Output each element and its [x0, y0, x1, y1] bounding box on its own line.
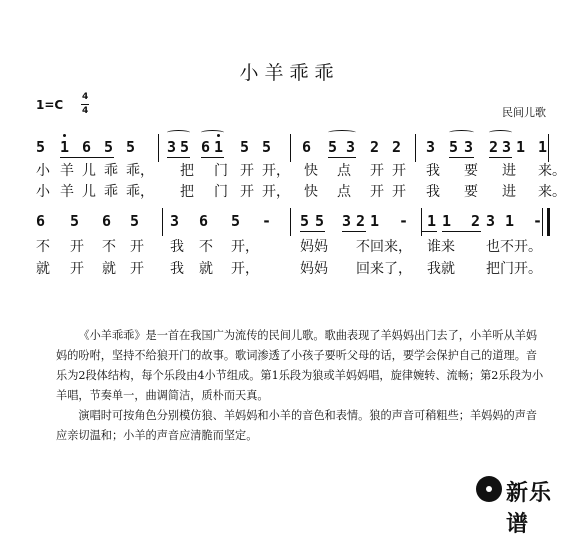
note: 3	[167, 138, 177, 156]
eighth-underline	[328, 157, 356, 158]
lyric-syllable: 开，	[231, 261, 259, 277]
note: 3	[464, 138, 474, 156]
key-signature: 1=C	[36, 98, 64, 112]
lyric-syllable: 开	[392, 163, 406, 179]
lyric-syllable: 开	[370, 163, 384, 179]
octave-dot	[63, 134, 66, 137]
time-signature-denominator: 4	[82, 106, 89, 116]
barline	[415, 134, 416, 162]
note: 5	[262, 138, 272, 156]
final-barline-thin	[542, 208, 543, 236]
note: 3	[346, 138, 356, 156]
site-logo	[476, 474, 572, 537]
eighth-underline	[167, 157, 190, 158]
note: 5	[328, 138, 338, 156]
song-description	[56, 326, 546, 446]
lyric-syllable: 门	[214, 184, 228, 200]
song-title: 小羊乖乖	[239, 62, 340, 84]
note: 2	[370, 138, 380, 156]
lyric-syllable: 回来了，	[356, 261, 412, 277]
lyric-syllable: 小	[36, 184, 50, 200]
eighth-underline	[421, 231, 437, 232]
lyric-syllable: 开，	[231, 239, 259, 255]
lyric-syllable: 儿	[82, 184, 96, 200]
slur	[449, 130, 474, 135]
note: 2	[471, 212, 481, 230]
lyric-syllable: 开	[130, 261, 144, 277]
lyric-syllable: 我	[170, 261, 184, 277]
lyric-syllable: 把	[180, 163, 194, 179]
lyric-syllable: 小	[36, 163, 50, 179]
barline	[162, 208, 163, 236]
lyric-syllable: 不	[36, 239, 50, 255]
lyric-syllable: 儿	[82, 163, 96, 179]
note: 6	[82, 138, 92, 156]
lyric-syllable: 开	[370, 184, 384, 200]
slur	[489, 130, 512, 135]
lyric-syllable: 乖，	[126, 163, 154, 179]
lyric-syllable: 就	[199, 261, 213, 277]
lyric-syllable: 来。	[538, 163, 566, 179]
note: 1	[427, 212, 437, 230]
lyric-syllable: 不	[102, 239, 116, 255]
slur	[201, 130, 224, 135]
note: 5	[240, 138, 250, 156]
note: 6	[36, 212, 46, 230]
note-dash: -	[262, 212, 272, 230]
lyric-syllable: 进	[502, 184, 516, 200]
lyric-syllable: 进	[502, 163, 516, 179]
lyric-syllable: 快	[304, 163, 318, 179]
lyric-syllable: 要	[464, 184, 478, 200]
lyric-syllable: 妈妈	[300, 239, 328, 255]
description-paragraph-1: 《小羊乖乖》是一首在我国广为流传的民间儿歌。歌曲表现了羊妈妈出门去了，小羊听从羊妈妈的吩咐，坚持不给狼开门的故事。歌词渗透了小孩子要听父母的话，要学会保护自己的道理。音乐为2段体结构，每个乐段由4小节组成。第1乐段为狼或羊妈妈唱，旋律婉转、流畅；第2乐段为小羊唱，节奏单一，曲调简洁，质朴而天真。	[56, 329, 544, 402]
lyric-syllable: 我	[426, 163, 440, 179]
note: 3	[426, 138, 436, 156]
note: 1	[214, 138, 224, 156]
lyric-line-1-verse-1	[0, 160, 579, 178]
note: 6	[102, 212, 112, 230]
lyric-syllable: 点	[337, 163, 351, 179]
note: 5	[104, 138, 114, 156]
lyric-syllable: 门	[214, 163, 228, 179]
time-signature-numerator: 4	[82, 92, 89, 102]
barline	[548, 134, 549, 162]
lyric-syllable: 要	[464, 163, 478, 179]
lyric-syllable: 开	[240, 184, 254, 200]
note: 2	[489, 138, 499, 156]
barline	[158, 134, 159, 162]
note: 5	[300, 212, 310, 230]
lyric-syllable: 乖	[104, 163, 118, 179]
lyric-syllable: 点	[337, 184, 351, 200]
note: 5	[449, 138, 459, 156]
note: 5	[180, 138, 190, 156]
note: 1	[370, 212, 380, 230]
note: 2	[392, 138, 402, 156]
notation-line-1	[0, 138, 579, 158]
lyric-syllable: 我就	[427, 261, 455, 277]
note: 3	[170, 212, 180, 230]
lyric-syllable: 快	[304, 184, 318, 200]
lyric-syllable: 来。	[538, 184, 566, 200]
eighth-underline	[201, 157, 224, 158]
eighth-underline	[449, 157, 474, 158]
note: 5	[70, 212, 80, 230]
genre-label: 民间儿歌	[502, 106, 546, 119]
lyric-syllable: 开	[130, 239, 144, 255]
eighth-underline	[60, 157, 114, 158]
record-disc-icon	[476, 476, 502, 502]
lyric-syllable: 不回来，	[356, 239, 412, 255]
lyric-syllable: 羊	[60, 163, 74, 179]
note: 3	[342, 212, 352, 230]
lyric-syllable: 我	[426, 184, 440, 200]
note: 5	[130, 212, 140, 230]
lyric-syllable: 开	[70, 239, 84, 255]
slur	[328, 130, 356, 135]
lyric-syllable: 不	[199, 239, 213, 255]
lyric-syllable: 开	[392, 184, 406, 200]
note: 3	[502, 138, 512, 156]
lyric-syllable: 开，	[262, 184, 290, 200]
notation-line-2	[0, 212, 579, 232]
note: 1	[505, 212, 515, 230]
eighth-underline	[300, 231, 325, 232]
note: 5	[231, 212, 241, 230]
description-paragraph-2: 演唱时可按角色分别模仿狼、羊妈妈和小羊的音色和表情。狼的声音可稍粗些；羊妈妈的声音应亲切温和；小羊的声音应清脆而坚定。	[56, 409, 538, 442]
lyric-line-2-verse-1	[0, 236, 579, 254]
lyric-syllable: 乖，	[126, 184, 154, 200]
lyric-syllable: 开	[70, 261, 84, 277]
lyric-syllable: 把门开。	[486, 261, 542, 277]
barline	[290, 134, 291, 162]
note: 3	[486, 212, 496, 230]
note-dash: -	[399, 212, 409, 230]
note: 6	[201, 138, 211, 156]
lyric-syllable: 开，	[262, 163, 290, 179]
final-barline	[547, 208, 550, 236]
barline	[290, 208, 291, 236]
note: 6	[302, 138, 312, 156]
lyric-syllable: 乖	[104, 184, 118, 200]
slur	[167, 130, 190, 135]
lyric-syllable: 就	[36, 261, 50, 277]
note: 5	[126, 138, 136, 156]
logo-text: 新乐谱	[506, 481, 553, 537]
eighth-underline	[342, 231, 366, 232]
lyric-line-2-verse-2	[0, 258, 579, 276]
eighth-underline	[489, 157, 512, 158]
note: 1	[60, 138, 70, 156]
note-dash: -	[533, 212, 543, 230]
note: 2	[356, 212, 366, 230]
lyric-syllable: 我	[170, 239, 184, 255]
lyric-syllable: 也不开。	[486, 239, 542, 255]
time-signature-line	[81, 104, 89, 105]
note: 5	[315, 212, 325, 230]
lyric-syllable: 把	[180, 184, 194, 200]
note: 1	[538, 138, 548, 156]
lyric-syllable: 谁来	[427, 239, 455, 255]
note: 5	[36, 138, 46, 156]
note: 1	[442, 212, 452, 230]
lyric-syllable: 羊	[60, 184, 74, 200]
note: 6	[199, 212, 209, 230]
note: 1	[516, 138, 526, 156]
lyric-syllable: 开	[240, 163, 254, 179]
lyric-syllable: 妈妈	[300, 261, 328, 277]
lyric-line-1-verse-2	[0, 181, 579, 199]
eighth-underline	[442, 231, 481, 232]
lyric-syllable: 就	[102, 261, 116, 277]
